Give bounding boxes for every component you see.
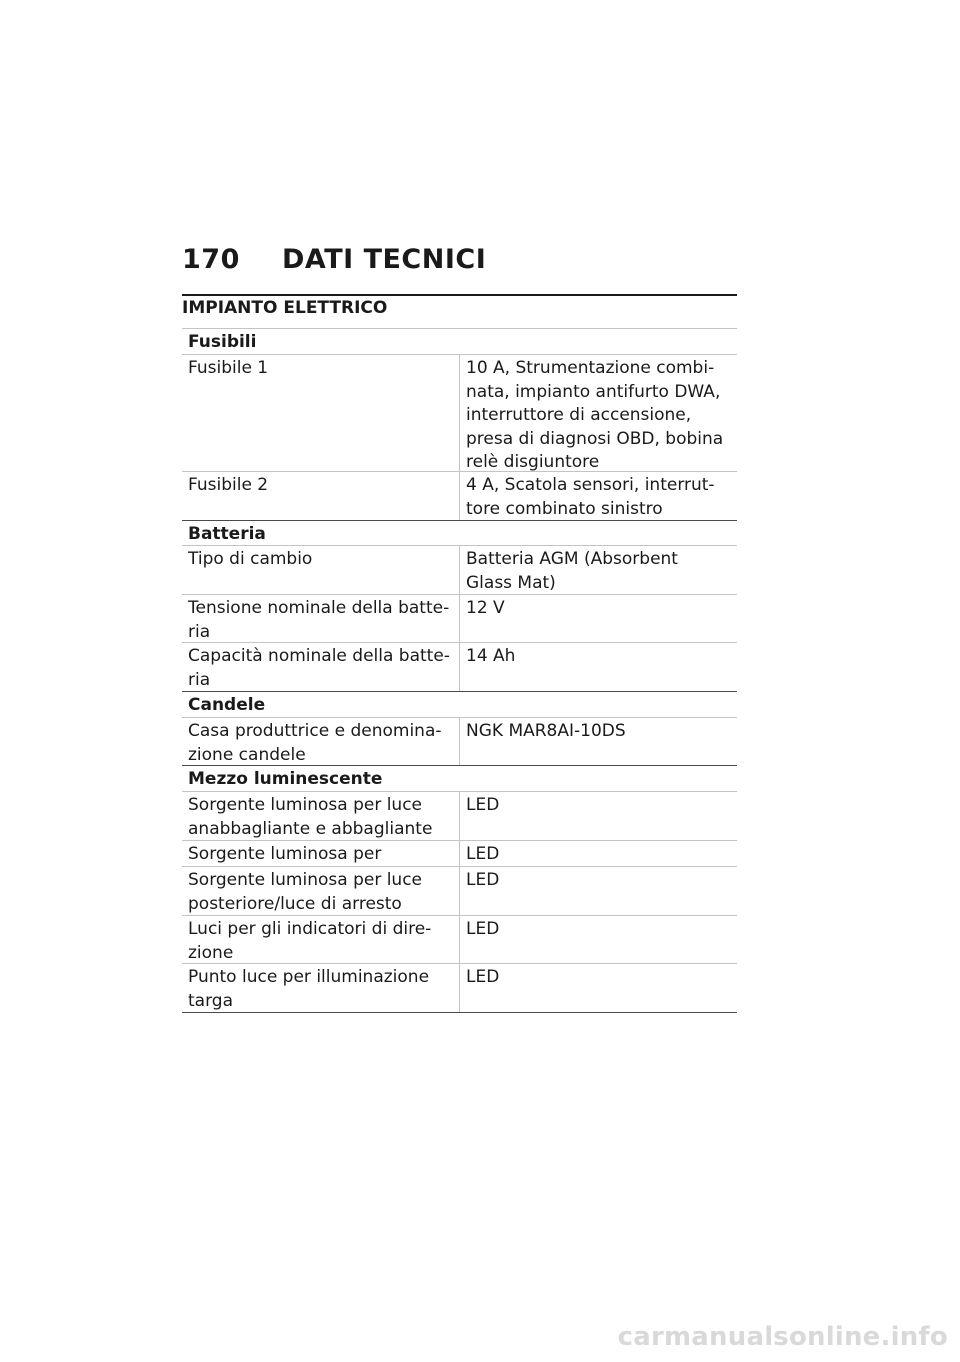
row-label: posteriore/luce di arresto <box>188 893 402 914</box>
row-value: relè disgiuntore <box>466 452 600 472</box>
table-bottom-rule <box>182 1012 737 1013</box>
row-value: Batteria AGM (Absorbent <box>466 549 678 569</box>
row-value: presa di diagnosi OBD, bobina <box>466 428 724 449</box>
column-divider <box>459 545 460 691</box>
group-title-fusibili: Fusibili <box>188 332 257 352</box>
row-value: 14 Ah <box>466 646 516 666</box>
row-label: Fusibile 1 <box>188 358 269 378</box>
section-title: IMPIANTO ELETTRICO <box>182 298 388 318</box>
row-value: NGK MAR8AI-10DS <box>466 721 626 741</box>
row-label: Fusibile 2 <box>188 475 269 495</box>
row-label: Punto luce per illuminazione <box>188 967 430 987</box>
watermark: carmanualsonline.info <box>617 1322 948 1352</box>
page-header <box>182 244 742 278</box>
row-value: tore combinato sinistro <box>466 498 663 519</box>
column-divider <box>459 717 460 765</box>
row-value: LED <box>466 967 500 987</box>
row-label: Sorgente luminosa per luce <box>188 795 423 815</box>
row-label: Sorgente luminosa per luce <box>188 870 423 890</box>
group-rule <box>182 691 737 692</box>
row-label: Casa produttrice e denomina- <box>188 721 442 741</box>
row-label: ria <box>188 669 211 690</box>
column-divider <box>459 791 460 1012</box>
row-label: Luci per gli indicatori di dire- <box>188 919 432 939</box>
chapter-title: DATI TECNICI <box>282 244 487 275</box>
group-title-candele: Candele <box>188 695 266 715</box>
row-value: 10 A, Strumentazione combi- <box>466 358 715 378</box>
row-value: 4 A, Scatola sensori, interrut- <box>466 475 715 495</box>
column-divider <box>459 354 460 520</box>
row-label: ria <box>188 621 211 642</box>
row-value: LED <box>466 919 500 939</box>
row-value: Glass Mat) <box>466 572 556 593</box>
row-value: interruttore di accensione, <box>466 405 692 425</box>
row-value: nata, impianto antifurto DWA, <box>466 381 721 402</box>
group-rule <box>182 328 737 329</box>
row-label: anabbagliante e abbagliante <box>188 818 433 839</box>
row-label: targa <box>188 990 233 1011</box>
row-value: LED <box>466 870 500 890</box>
row-label: Capacità nominale della batte- <box>188 646 450 666</box>
row-value: 12 V <box>466 598 505 618</box>
group-title-luci: Mezzo luminescente <box>188 769 383 789</box>
group-title-batteria: Batteria <box>188 524 266 544</box>
section-rule <box>182 294 737 296</box>
row-label: zione <box>188 942 234 963</box>
row-value: LED <box>466 795 500 815</box>
row-label: zione candele <box>188 744 306 765</box>
row-label: Sorgente luminosa per <box>188 844 382 864</box>
row-label: Tipo di cambio <box>188 549 313 569</box>
row-value: LED <box>466 844 500 864</box>
row-label: Tensione nominale della batte- <box>188 598 450 618</box>
page-number: 170 <box>182 244 240 275</box>
